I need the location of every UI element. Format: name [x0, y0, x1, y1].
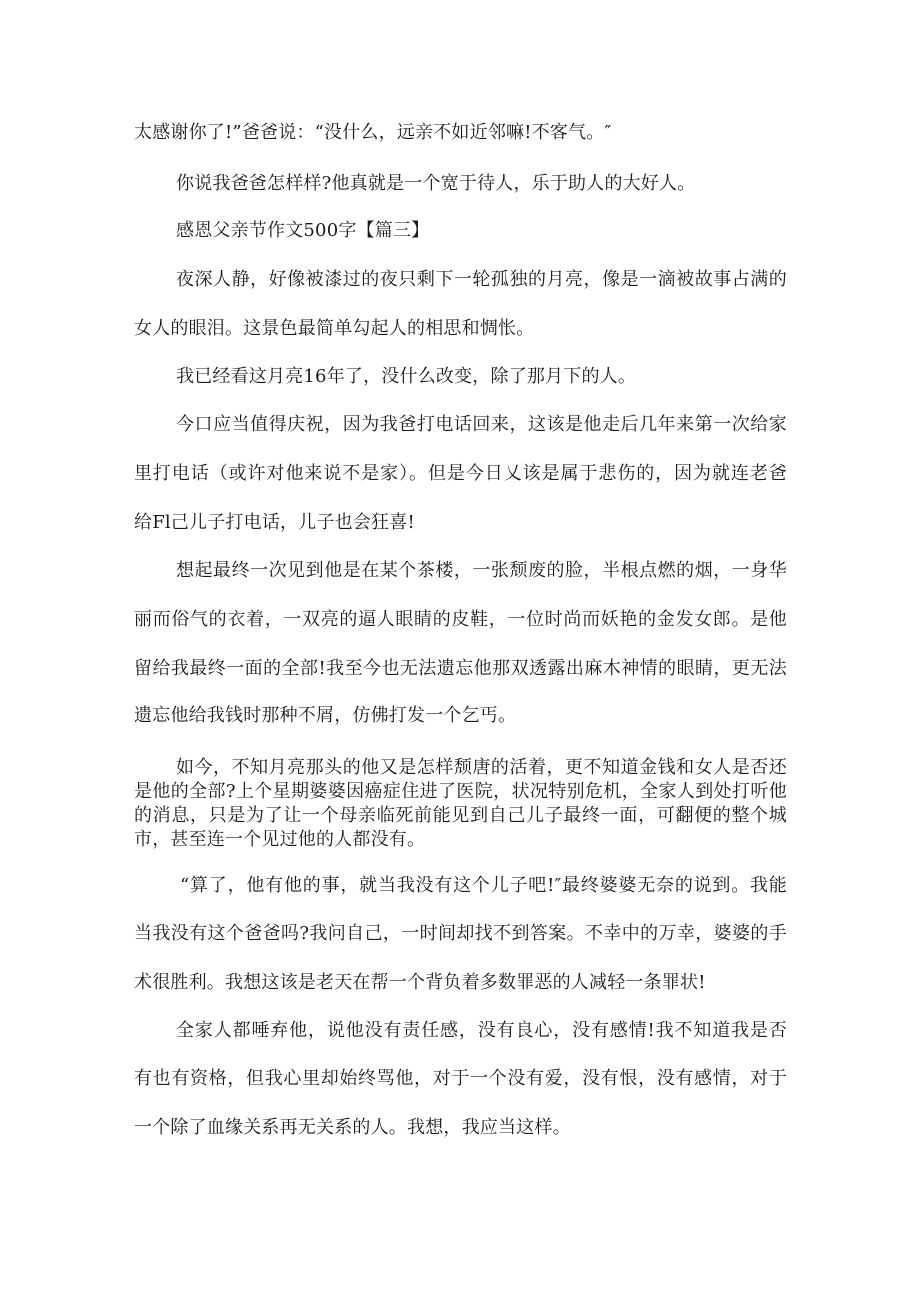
- text-line: 遗忘他给我钱时那种不屑，仿佛打发一个乞丐。: [134, 705, 517, 726]
- text-line: 有也有资格，但我心里却始终骂他，对于一个没有爱，没有恨，没有感情，对于: [134, 1068, 787, 1089]
- text-line: 留给我最终一面的全部!我至今也无法遗忘他那双透露出麻木神情的眼睛，更无法: [134, 658, 787, 679]
- text-line: 术很胜利。我想这该是老天在帮一个背负着多数罪恶的人减轻一条罪状!: [134, 972, 706, 993]
- text-line: 市，甚至连一个见过他的人都没有。: [134, 829, 426, 850]
- text-line: 我已经看这月亮16年了，没什么改变，除了那月下的人。: [176, 366, 637, 387]
- text-line: 当我没有这个爸爸吗?我问自己，一时间却找不到答案。不幸中的万幸，婆婆的手: [134, 923, 787, 944]
- text-line: 女人的眼泪。这景色最简单勾起人的相思和惆怅。: [134, 318, 535, 339]
- text-line: 想起最终一次见到他是在某个茶楼，一张颓废的脸，半根点燃的烟，一身华: [176, 560, 787, 581]
- text-line: 一个除了血缘关系再无关系的人。我想，我应当这样。: [134, 1117, 571, 1138]
- section-heading: 感恩父亲节作文500字【篇三】: [176, 220, 430, 241]
- text-line: 全家人都唾弃他，说他没有责任感，没有良心，没有感情!我不知道我是否: [176, 1020, 787, 1041]
- text-line: 丽而俗气的衣着，一双亮的逼人眼睛的皮鞋，一位时尚而妖艳的金发女郎。是他: [134, 609, 787, 630]
- text-line: 如今，不知月亮那头的他又是怎样颓唐的活着，更不知道金钱和女人是否还: [176, 757, 787, 778]
- text-line: 太感谢你了!”爸爸说：“没什么，远亲不如近邻嘛!不客气。″: [134, 122, 612, 143]
- text-line: 今口应当值得庆祝，因为我爸打电话回来，这该是他走后几年来第一次给家: [176, 414, 787, 435]
- text-line: 夜深人静，好像被漆过的夜只剩下一轮孤独的月亮，像是一滴被故事占满的: [176, 269, 787, 290]
- text-line: 是他的全部?上个星期婆婆因癌症住进了医院，状况特别危机，全家人到处打听他: [134, 781, 787, 802]
- text-line: 给Fl己儿子打电话，儿子也会狂喜!: [134, 512, 415, 533]
- text-line: “算了，他有他的事，就当我没有这个儿子吧!″最终婆婆无奈的说到。我能: [180, 875, 787, 896]
- text-line: 你说我爸爸怎样样?他真就是一个宽于待人，乐于助人的大好人。: [176, 173, 696, 194]
- text-line: 里打电话（或许对他来说不是家）。但是今日乂该是属于悲伤的，因为就连老爸: [134, 463, 787, 484]
- text-line: 的消息，只是为了让一个母亲临死前能见到自己儿子最终一面，可翻便的整个城: [134, 805, 787, 826]
